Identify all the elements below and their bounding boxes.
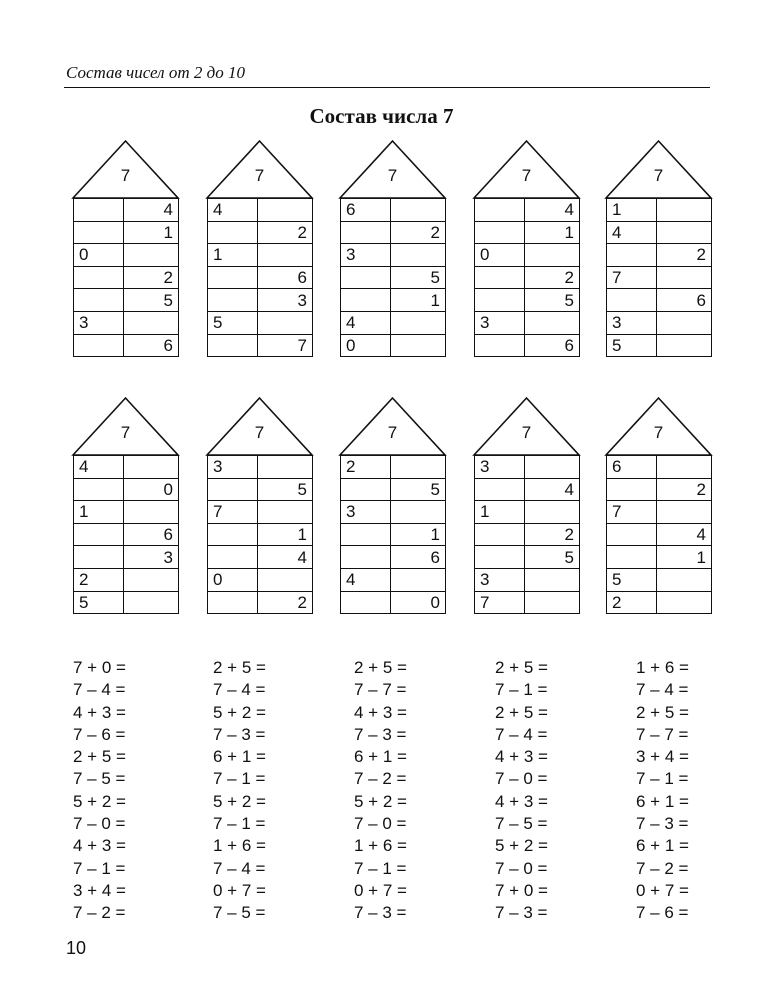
- left-cell[interactable]: [475, 199, 525, 222]
- left-cell[interactable]: [74, 546, 124, 569]
- equation: 6 + 1 =: [636, 791, 689, 811]
- left-cell: 1: [208, 244, 258, 267]
- left-cell: 3: [341, 244, 391, 267]
- left-cell: 1: [74, 501, 124, 524]
- page-title: Состав числа 7: [309, 104, 454, 128]
- house-row: [475, 289, 580, 312]
- house-row: [607, 289, 712, 312]
- equation: 7 – 3 =: [354, 724, 407, 744]
- right-cell: 3: [258, 289, 313, 312]
- right-cell[interactable]: [657, 221, 712, 244]
- right-cell[interactable]: [124, 591, 179, 614]
- left-cell[interactable]: [74, 199, 124, 222]
- house-row: [74, 568, 179, 591]
- left-cell[interactable]: [208, 266, 258, 289]
- roof-number: 7: [120, 166, 131, 185]
- house-row: [74, 591, 179, 614]
- right-cell[interactable]: [525, 591, 580, 614]
- house-row: [475, 221, 580, 244]
- equation: 5 + 2 =: [495, 836, 548, 856]
- house-row: [475, 266, 580, 289]
- house-row: [607, 311, 712, 334]
- left-cell: 4: [341, 568, 391, 591]
- left-cell: 7: [607, 501, 657, 524]
- left-cell[interactable]: [74, 221, 124, 244]
- house-row: [74, 221, 179, 244]
- left-cell[interactable]: [607, 289, 657, 312]
- house-row: [607, 334, 712, 357]
- left-cell: 1: [607, 199, 657, 222]
- equation: 2 + 5 =: [495, 702, 548, 722]
- left-cell[interactable]: [341, 289, 391, 312]
- right-cell[interactable]: [657, 334, 712, 357]
- equation-column: [73, 657, 126, 925]
- equation: 4 + 3 =: [354, 702, 407, 722]
- equation: 5 + 2 =: [73, 791, 126, 811]
- roof-number: 7: [653, 423, 664, 442]
- right-cell[interactable]: [657, 501, 712, 524]
- right-cell[interactable]: [657, 456, 712, 479]
- left-cell: 3: [74, 311, 124, 334]
- house-row: [74, 478, 179, 501]
- right-cell[interactable]: [525, 456, 580, 479]
- house-row: [341, 289, 446, 312]
- equation: 3 + 4 =: [636, 747, 689, 767]
- house-row: [475, 523, 580, 546]
- left-cell[interactable]: [475, 478, 525, 501]
- left-cell: 2: [607, 591, 657, 614]
- house-row: [341, 244, 446, 267]
- house-grid: [73, 198, 179, 357]
- right-cell: 4: [657, 523, 712, 546]
- equation: 7 – 0 =: [495, 858, 548, 878]
- left-cell: 1: [475, 501, 525, 524]
- right-cell[interactable]: [124, 568, 179, 591]
- right-cell[interactable]: [258, 199, 313, 222]
- header-rule: [64, 87, 710, 88]
- right-cell[interactable]: [124, 311, 179, 334]
- right-cell[interactable]: [525, 501, 580, 524]
- house-grid: [207, 455, 313, 614]
- right-cell: 2: [657, 478, 712, 501]
- house-row: [74, 199, 179, 222]
- left-cell[interactable]: [74, 266, 124, 289]
- left-cell[interactable]: [607, 546, 657, 569]
- page-number: 10: [66, 938, 87, 958]
- left-cell[interactable]: [208, 289, 258, 312]
- roof-number: 7: [387, 166, 398, 185]
- equation: 7 – 2 =: [73, 903, 126, 923]
- house-row: [208, 478, 313, 501]
- left-cell[interactable]: [475, 266, 525, 289]
- right-cell[interactable]: [391, 334, 446, 357]
- right-cell[interactable]: [657, 591, 712, 614]
- equation: 0 + 7 =: [213, 880, 266, 900]
- left-cell[interactable]: [475, 523, 525, 546]
- house-row: [208, 244, 313, 267]
- house-row: [341, 266, 446, 289]
- roof-number: 7: [254, 423, 265, 442]
- house-grid: [73, 455, 179, 614]
- left-cell: 4: [341, 311, 391, 334]
- roof-number: 7: [254, 166, 265, 185]
- house-row: [607, 266, 712, 289]
- house-row: [475, 501, 580, 524]
- house-row: [607, 456, 712, 479]
- right-cell[interactable]: [391, 244, 446, 267]
- left-cell[interactable]: [341, 523, 391, 546]
- right-cell: 2: [258, 591, 313, 614]
- roof-number: 7: [521, 166, 532, 185]
- equation: 7 – 1 =: [213, 769, 266, 789]
- right-cell: 5: [525, 546, 580, 569]
- right-cell[interactable]: [391, 501, 446, 524]
- house-row: [607, 221, 712, 244]
- right-cell: 1: [124, 221, 179, 244]
- equation: 5 + 2 =: [213, 791, 266, 811]
- right-cell[interactable]: [391, 199, 446, 222]
- left-cell: 0: [475, 244, 525, 267]
- right-cell: 0: [124, 478, 179, 501]
- left-cell: 3: [208, 456, 258, 479]
- left-cell[interactable]: [475, 546, 525, 569]
- left-cell: 4: [208, 199, 258, 222]
- left-cell: 2: [341, 456, 391, 479]
- equation: 7 – 5 =: [495, 814, 548, 834]
- left-cell[interactable]: [74, 523, 124, 546]
- equation: 0 + 7 =: [636, 880, 689, 900]
- right-cell: 1: [657, 546, 712, 569]
- house-row: [607, 523, 712, 546]
- equation: 7 – 3 =: [495, 903, 548, 923]
- right-cell[interactable]: [525, 311, 580, 334]
- right-cell: 4: [525, 199, 580, 222]
- left-cell[interactable]: [475, 221, 525, 244]
- right-cell: 1: [391, 523, 446, 546]
- house-row: [341, 199, 446, 222]
- right-cell[interactable]: [391, 456, 446, 479]
- equation: 7 + 0 =: [495, 880, 548, 900]
- equation-column: [495, 657, 548, 925]
- house-row: [475, 546, 580, 569]
- equation: 5 + 2 =: [354, 791, 407, 811]
- equation: 7 – 4 =: [213, 680, 266, 700]
- equation: 7 – 4 =: [213, 858, 266, 878]
- house-row: [208, 266, 313, 289]
- equation: 4 + 3 =: [495, 747, 548, 767]
- right-cell: 2: [525, 523, 580, 546]
- left-cell: 6: [341, 199, 391, 222]
- equation: 7 – 1 =: [354, 858, 407, 878]
- house-row: [74, 456, 179, 479]
- equation: 2 + 5 =: [354, 658, 407, 677]
- right-cell: 2: [525, 266, 580, 289]
- equation: 7 – 1 =: [73, 858, 126, 878]
- house-row: [475, 199, 580, 222]
- equation: 7 + 0 =: [73, 658, 126, 677]
- right-cell: 2: [124, 266, 179, 289]
- house-row: [208, 334, 313, 357]
- equation: 7 – 6 =: [636, 903, 689, 923]
- right-cell[interactable]: [525, 244, 580, 267]
- left-cell[interactable]: [341, 546, 391, 569]
- right-cell: 1: [525, 221, 580, 244]
- house-grid: [340, 198, 446, 357]
- equation: 1 + 6 =: [213, 836, 266, 856]
- equation: 1 + 6 =: [636, 658, 689, 677]
- equation: 2 + 5 =: [73, 747, 126, 767]
- equation: 7 – 6 =: [73, 724, 126, 744]
- left-cell: 3: [607, 311, 657, 334]
- right-cell: 6: [124, 334, 179, 357]
- right-cell: 6: [258, 266, 313, 289]
- house-row: [208, 199, 313, 222]
- house-grid: [207, 198, 313, 357]
- right-cell[interactable]: [525, 568, 580, 591]
- equation: 7 – 7 =: [354, 680, 407, 700]
- right-cell: 5: [258, 478, 313, 501]
- right-cell[interactable]: [258, 568, 313, 591]
- equation: 4 + 3 =: [73, 836, 126, 856]
- house-row: [607, 591, 712, 614]
- left-cell: 7: [607, 266, 657, 289]
- right-cell[interactable]: [657, 199, 712, 222]
- left-cell: 7: [475, 591, 525, 614]
- left-cell[interactable]: [208, 334, 258, 357]
- right-cell: 2: [391, 221, 446, 244]
- equation: 6 + 1 =: [354, 747, 407, 767]
- equation: 2 + 5 =: [495, 658, 548, 677]
- house-row: [208, 523, 313, 546]
- house-row: [341, 221, 446, 244]
- left-cell[interactable]: [341, 591, 391, 614]
- left-cell[interactable]: [208, 591, 258, 614]
- house-row: [607, 546, 712, 569]
- right-cell[interactable]: [258, 501, 313, 524]
- right-cell: 0: [391, 591, 446, 614]
- right-cell[interactable]: [124, 456, 179, 479]
- left-cell: 5: [607, 568, 657, 591]
- right-cell: 5: [124, 289, 179, 312]
- house-row: [607, 501, 712, 524]
- left-cell[interactable]: [74, 334, 124, 357]
- equation: 7 – 4 =: [73, 680, 126, 700]
- left-cell: 0: [341, 334, 391, 357]
- right-cell: 6: [391, 546, 446, 569]
- equation: 6 + 1 =: [213, 747, 266, 767]
- equation: 7 – 5 =: [213, 903, 266, 923]
- equation: 5 + 2 =: [213, 702, 266, 722]
- house-row: [475, 478, 580, 501]
- left-cell: 5: [208, 311, 258, 334]
- left-cell[interactable]: [208, 478, 258, 501]
- right-cell: 1: [391, 289, 446, 312]
- left-cell[interactable]: [74, 478, 124, 501]
- right-cell: 5: [525, 289, 580, 312]
- house-row: [341, 456, 446, 479]
- house-row: [341, 311, 446, 334]
- equation-column: [213, 657, 266, 925]
- equation: 7 – 3 =: [213, 724, 266, 744]
- house-grid: [340, 455, 446, 614]
- equation: 0 + 7 =: [354, 880, 407, 900]
- right-cell: 6: [124, 523, 179, 546]
- right-cell: 6: [657, 289, 712, 312]
- house-row: [74, 266, 179, 289]
- house-row: [475, 456, 580, 479]
- house-grid: [606, 455, 712, 614]
- roof-number: 7: [120, 423, 131, 442]
- equation-column: [636, 657, 689, 925]
- right-cell: 4: [124, 199, 179, 222]
- house-row: [475, 568, 580, 591]
- equation: 2 + 5 =: [213, 658, 266, 677]
- house-grid: [474, 198, 580, 357]
- right-cell[interactable]: [391, 568, 446, 591]
- house-row: [607, 478, 712, 501]
- left-cell: 4: [74, 456, 124, 479]
- equation: 7 – 1 =: [636, 769, 689, 789]
- house-row: [208, 591, 313, 614]
- right-cell[interactable]: [657, 568, 712, 591]
- equation: 7 – 1 =: [495, 680, 548, 700]
- equation: 4 + 3 =: [495, 791, 548, 811]
- right-cell: 3: [124, 546, 179, 569]
- roof-number: 7: [653, 166, 664, 185]
- left-cell[interactable]: [341, 478, 391, 501]
- right-cell: 6: [525, 334, 580, 357]
- left-cell[interactable]: [208, 523, 258, 546]
- equation: 7 – 2 =: [354, 769, 407, 789]
- house-row: [74, 311, 179, 334]
- left-cell[interactable]: [475, 289, 525, 312]
- house-row: [74, 244, 179, 267]
- left-cell: 5: [607, 334, 657, 357]
- house-row: [475, 334, 580, 357]
- left-cell: 3: [475, 311, 525, 334]
- right-cell[interactable]: [258, 456, 313, 479]
- left-cell: 5: [74, 591, 124, 614]
- house-row: [74, 289, 179, 312]
- equation: 7 – 0 =: [354, 814, 407, 834]
- equation: 7 – 4 =: [636, 680, 689, 700]
- left-cell: 6: [607, 456, 657, 479]
- house-row: [74, 501, 179, 524]
- left-cell[interactable]: [607, 478, 657, 501]
- right-cell: 5: [391, 478, 446, 501]
- equation: 4 + 3 =: [73, 702, 126, 722]
- house-row: [74, 546, 179, 569]
- equation: 7 – 7 =: [636, 724, 689, 744]
- house-row: [208, 501, 313, 524]
- equation: 6 + 1 =: [636, 836, 689, 856]
- right-cell: 1: [258, 523, 313, 546]
- house-row: [475, 244, 580, 267]
- left-cell[interactable]: [341, 266, 391, 289]
- house-row: [208, 546, 313, 569]
- house-row: [341, 546, 446, 569]
- right-cell[interactable]: [258, 311, 313, 334]
- left-cell[interactable]: [341, 221, 391, 244]
- roof-number: 7: [387, 423, 398, 442]
- right-cell[interactable]: [657, 311, 712, 334]
- equation: 7 – 2 =: [636, 858, 689, 878]
- right-cell: 4: [258, 546, 313, 569]
- left-cell: 3: [475, 568, 525, 591]
- house-row: [475, 591, 580, 614]
- equation: 7 – 4 =: [495, 724, 548, 744]
- equation: 2 + 5 =: [636, 702, 689, 722]
- right-cell[interactable]: [258, 244, 313, 267]
- left-cell: 3: [341, 501, 391, 524]
- right-cell: 5: [391, 266, 446, 289]
- house-row: [607, 244, 712, 267]
- roof-number: 7: [521, 423, 532, 442]
- left-cell: 2: [74, 568, 124, 591]
- equation: 7 – 5 =: [73, 769, 126, 789]
- house-row: [208, 456, 313, 479]
- house-row: [74, 334, 179, 357]
- left-cell[interactable]: [74, 289, 124, 312]
- house-row: [208, 221, 313, 244]
- right-cell[interactable]: [124, 244, 179, 267]
- house-row: [341, 523, 446, 546]
- house-row: [341, 334, 446, 357]
- equation: 7 – 3 =: [636, 814, 689, 834]
- house-row: [208, 568, 313, 591]
- running-head: Состав чисел от 2 до 10: [66, 63, 245, 82]
- left-cell[interactable]: [607, 523, 657, 546]
- right-cell: 7: [258, 334, 313, 357]
- left-cell: 3: [475, 456, 525, 479]
- left-cell[interactable]: [208, 546, 258, 569]
- right-cell: 2: [657, 244, 712, 267]
- house-row: [208, 289, 313, 312]
- equation: 7 – 0 =: [495, 769, 548, 789]
- house-row: [341, 478, 446, 501]
- left-cell[interactable]: [607, 244, 657, 267]
- house-row: [607, 199, 712, 222]
- house-row: [74, 523, 179, 546]
- left-cell: 7: [208, 501, 258, 524]
- equation: 3 + 4 =: [73, 880, 126, 900]
- left-cell: 0: [208, 568, 258, 591]
- house-row: [607, 568, 712, 591]
- equation: 7 – 3 =: [354, 903, 407, 923]
- right-cell: 2: [258, 221, 313, 244]
- right-cell[interactable]: [391, 311, 446, 334]
- equation-column: [354, 657, 407, 925]
- right-cell[interactable]: [657, 266, 712, 289]
- equation: 1 + 6 =: [354, 836, 407, 856]
- house-row: [341, 591, 446, 614]
- left-cell[interactable]: [475, 334, 525, 357]
- house-row: [208, 311, 313, 334]
- house-row: [341, 501, 446, 524]
- left-cell[interactable]: [208, 221, 258, 244]
- house-grid: [474, 455, 580, 614]
- house-row: [341, 568, 446, 591]
- equation: 7 – 0 =: [73, 814, 126, 834]
- right-cell[interactable]: [124, 501, 179, 524]
- left-cell: 4: [607, 221, 657, 244]
- right-cell: 4: [525, 478, 580, 501]
- house-row: [475, 311, 580, 334]
- left-cell: 0: [74, 244, 124, 267]
- house-grid: [606, 198, 712, 357]
- equation: 7 – 1 =: [213, 814, 266, 834]
